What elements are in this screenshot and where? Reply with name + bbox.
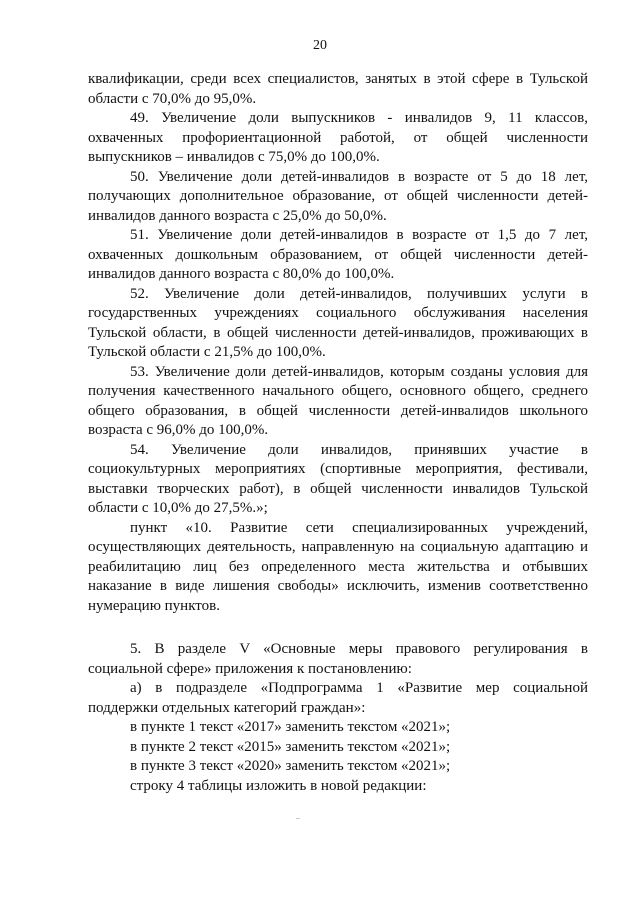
paragraph-item-51: 51. Увеличение доли детей-инвалидов в возрасте от 1,5 до 7 лет, охваченных дошкольным образованием, от общей численности детей-инвалидов данного возраста с 80,0% до 100,0%.: [88, 227, 588, 282]
paragraph-item-52: 52. Увеличение доли детей-инвалидов, получивших услуги в государственных учреждениях социального обслуживания населения Тульской области, в общей численности детей-инвалидов, проживающих в Тульской области с 21,5% до 100,0%.: [88, 285, 588, 360]
paragraph-point-1: в пункте 1 текст «2017» заменить текстом «2021»;: [130, 719, 451, 735]
paragraph-item-54: 54. Увеличение доли инвалидов, принявших участие в социокультурных мероприятиях (спортивные мероприятия, фестивали, выставки творческих работ), в общей численности инвалидов Тульской области с 10,0% до 27,5%.»;: [88, 441, 588, 516]
paragraph-item-10-removal: пункт «10. Развитие сети специализированных учреждений, осуществляющих деятельность, направленную на социальную адаптацию и реабилитацию лиц без определенного места жительства и отбывших наказание в виде лишения свободы» исключить, изменив соответственно нумерацию пунктов.: [88, 519, 588, 614]
document-body: [88, 70, 588, 796]
section-spacer: [88, 616, 588, 640]
paragraph-subsection-a: а) в подразделе «Подпрограмма 1 «Развитие мер социальной поддержки отдельных категорий граждан»:: [88, 680, 588, 716]
paragraph-continuation: квалификации, среди всех специалистов, занятых в этой сфере в Тульской области с 70,0% до 95,0%.: [88, 71, 588, 107]
paragraph-section-5: 5. В разделе V «Основные меры правового регулирования в социальной сфере» приложения к постановлению:: [88, 641, 588, 677]
paragraph-point-2: в пункте 2 текст «2015» заменить текстом «2021»;: [130, 738, 451, 755]
paragraph-item-49: 49. Увеличение доли выпускников - инвалидов 9, 11 классов, охваченных профориентационной работой, от общей численности выпускников – инвалидов с 75,0% до 100,0%.: [88, 110, 588, 165]
paragraph-item-53: 53. Увеличение доли детей-инвалидов, которым созданы условия для получения качественного начального общего, основного общего, среднего общего образования, в общей численности детей-инвалидов школьного возраста с 96,0% до 100,0%.: [88, 363, 588, 438]
paragraph-point-3: в пункте 3 текст «2020» заменить текстом «2021»;: [130, 758, 451, 774]
page-number: 20: [313, 38, 327, 53]
paragraph-table-row-4: строку 4 таблицы изложить в новой редакции:: [130, 777, 427, 794]
scan-artifact: [296, 818, 300, 819]
paragraph-item-50: 50. Увеличение доли детей-инвалидов в возрасте от 5 до 18 лет, получающих дополнительное образование, от общей численности детей-инвалидов данного возраста с 25,0% до 50,0%.: [88, 168, 588, 224]
